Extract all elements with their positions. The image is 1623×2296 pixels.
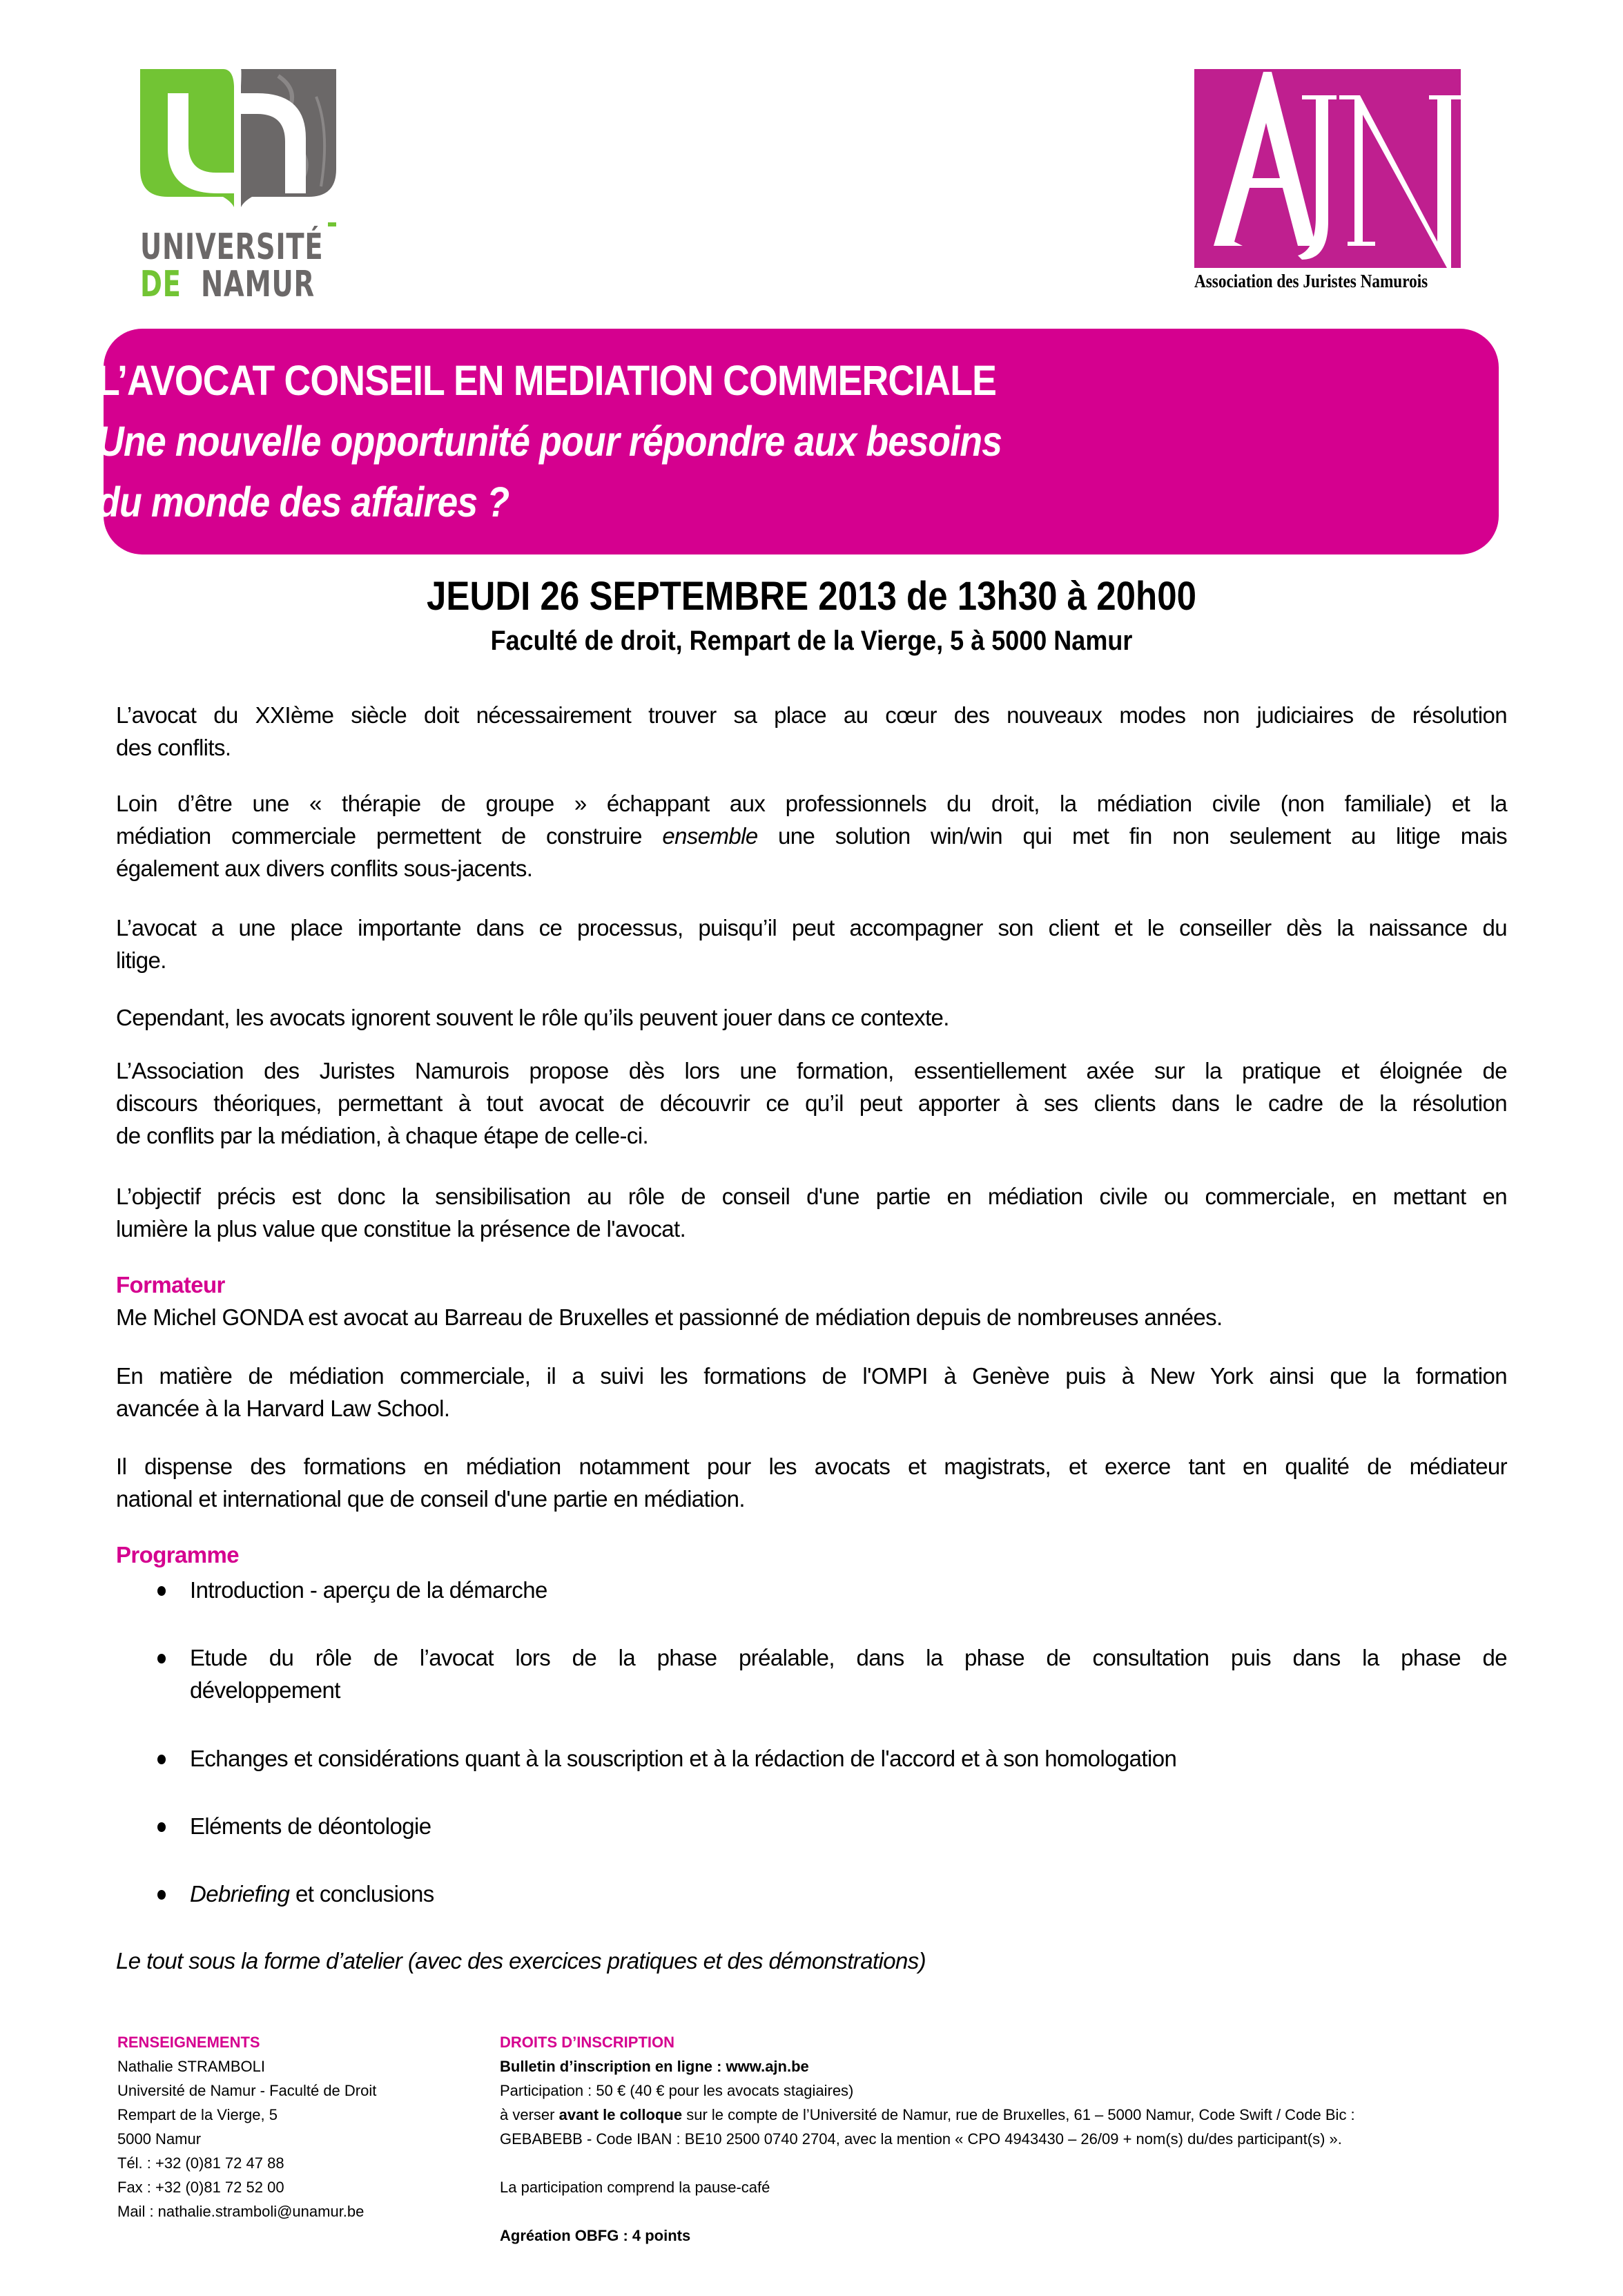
footer-contact [117, 2030, 376, 2223]
registration-accreditation: Agréation OBFG : 4 points [500, 2227, 691, 2244]
bullet-icon [157, 1810, 167, 1842]
bullet-icon [157, 1878, 167, 1910]
contact-phone: Tél. : +32 (0)81 72 47 88 [117, 2154, 284, 2172]
programme-section [116, 1538, 1507, 1571]
registration-online-link[interactable]: Bulletin d’inscription en ligne : www.ajn.be [500, 2058, 809, 2075]
text-run: et conclusions [289, 1881, 434, 1907]
emphasis-debriefing: Debriefing [190, 1881, 290, 1907]
contact-city: 5000 Namur [117, 2130, 202, 2148]
text-line: litige. [116, 947, 166, 973]
logo-text-universite: UNIVERSITÉ [140, 226, 324, 268]
ajn-logo [1194, 69, 1464, 290]
text-line: L’avocat a une place importante dans ce processus, puisqu’il peut accompagner son client et le conseiller dès la naissance du [116, 915, 1507, 940]
paragraph-role [116, 911, 1507, 976]
text-line: Le tout sous la forme d’atelier (avec des exercices pratiques et des démonstrations) [116, 1948, 926, 1974]
payment-deadline: avant le colloque [558, 2106, 683, 2123]
paragraph-context [116, 1001, 1507, 1034]
text-line: lumière la plus value que constitue la présence de l'avocat. [116, 1216, 686, 1242]
text-line: des conflits. [116, 735, 231, 760]
bullet-icon [157, 1742, 167, 1775]
footer-registration [500, 2030, 1355, 2248]
text-line: discours théoriques, permettant à tout avocat de découvrir ce qu’il peut apporter à ses clients dans le cadre de la résolution [116, 1090, 1507, 1116]
text-line: Me Michel GONDA est avocat au Barreau de Bruxelles et passionné de médiation depuis de nombreuses années. [116, 1304, 1223, 1330]
accent-mark [328, 222, 336, 226]
text-line: L’objectif précis est donc la sensibilisation au rôle de conseil d'une partie en médiation civile ou commerciale, en mettant en [116, 1184, 1507, 1209]
text-line: L’avocat du XXIème siècle doit nécessairement trouver sa place au cœur des nouveaux modes non judiciaires de résolution [116, 702, 1507, 728]
text-line: Loin d’être une « thérapie de groupe » échappant aux professionnels du droit, la médiation civile (non familiale) et la [116, 791, 1507, 816]
paragraph-objective [116, 1180, 1507, 1245]
paragraph-mediation [116, 787, 1507, 885]
bullet-icon [157, 1574, 167, 1606]
footer-heading-droits-inscription: DROITS D’INSCRIPTION [500, 2034, 675, 2051]
paragraph-formateur-training [116, 1360, 1507, 1425]
text-run: médiation commerciale permettent de construire [116, 823, 663, 849]
ajn-letters-icon [1194, 69, 1461, 268]
text-run: une solution win/win qui met fin non seulement au litige mais [757, 823, 1507, 849]
text-line: Introduction - aperçu de la démarche [190, 1577, 547, 1603]
text-line: avancée à la Harvard Law School. [116, 1396, 450, 1421]
contact-email: Mail : nathalie.stramboli@unamur.be [117, 2203, 365, 2220]
text-line: également aux divers conflits sous-jacents. [116, 856, 533, 881]
text-line: En matière de médiation commerciale, il a suivi les formations de l'OMPI à Genève puis à New York ainsi que la formation [116, 1363, 1507, 1389]
logo-text-de: DE [140, 264, 182, 305]
text-line: Echanges et considérations quant à la souscription et à la rédaction de l'accord et à son homologation [190, 1746, 1177, 1771]
paragraph-formateur-activities [116, 1450, 1507, 1515]
formateur-section [116, 1268, 1507, 1333]
contact-fax: Fax : +32 (0)81 72 52 00 [117, 2179, 284, 2196]
subtitle-line-1: Une nouvelle opportunité pour répondre aux besoins [97, 418, 1002, 465]
registration-iban: GEBABEBB - Code IBAN : BE10 2500 0740 2704, avec la mention « CPO 4943430 – 26/09 + nom(s) du/des participant(s) ». [500, 2130, 1342, 2148]
spacer [500, 2151, 1355, 2175]
registration-payment [500, 2103, 1355, 2127]
text-line [190, 1878, 1507, 1910]
logo-text-namur: NAMUR [200, 264, 315, 305]
text-line: Il dispense des formations en médiation notamment pour les avocats et magistrats, et exerce tant en qualité de médiateur [116, 1454, 1507, 1479]
section-heading-formateur: Formateur [116, 1272, 225, 1297]
text-run: à verser [500, 2106, 559, 2123]
contact-organisation: Université de Namur - Faculté de Droit [117, 2082, 377, 2099]
text-run: sur le compte de l’Université de Namur, rue de Bruxelles, 61 – 5000 Namur, Code Swift / Code Bic : [682, 2106, 1355, 2123]
section-heading-programme: Programme [116, 1542, 240, 1567]
text-line: national et international que de conseil d'une partie en médiation. [116, 1486, 745, 1512]
event-place: Faculté de droit, Rempart de la Vierge, 5 à 5000 Namur [490, 626, 1133, 656]
emphasis-ensemble: ensemble [662, 823, 758, 849]
unamur-emblem-icon [140, 69, 336, 220]
bullet-icon [157, 1641, 167, 1674]
text-line: Eléments de déontologie [190, 1813, 431, 1839]
contact-name: Nathalie STRAMBOLI [117, 2058, 265, 2075]
universite-de-namur-logo [140, 69, 336, 305]
main-title: L’AVOCAT CONSEIL EN MEDIATION COMMERCIALE [97, 357, 997, 404]
text-line: Etude du rôle de l’avocat lors de la phase préalable, dans la phase de consultation puis dans la phase de [190, 1645, 1507, 1670]
event-date: JEUDI 26 SEPTEMBRE 2013 de 13h30 à 20h00 [427, 574, 1196, 619]
programme-closing [116, 1945, 1507, 1977]
text-line: développement [190, 1677, 340, 1703]
contact-street: Rempart de la Vierge, 5 [117, 2106, 278, 2123]
spacer [500, 2199, 1355, 2223]
footer-heading-renseignements: RENSEIGNEMENTS [117, 2034, 260, 2051]
registration-coffee-note: La participation comprend la pause-café [500, 2179, 770, 2196]
registration-fee: Participation : 50 € (40 € pour les avocats stagiaires) [500, 2082, 854, 2099]
paragraph-association [116, 1054, 1507, 1152]
text-line: L’Association des Juristes Namurois propose dès lors une formation, essentiellement axée sur la pratique et éloignée de [116, 1058, 1507, 1083]
text-line [116, 820, 1507, 852]
subtitle-line-2: du monde des affaires ? [97, 479, 509, 525]
text-line: de conflits par la médiation, à chaque étape de celle-ci. [116, 1123, 649, 1148]
ajn-logo-box [1194, 69, 1461, 268]
paragraph-intro [116, 699, 1507, 764]
logo-text-de-namur [140, 264, 315, 305]
ajn-logo-caption: Association des Juristes Namurois [1194, 271, 1428, 291]
text-line: Cependant, les avocats ignorent souvent le rôle qu’ils peuvent jouer dans ce contexte. [116, 1005, 949, 1030]
